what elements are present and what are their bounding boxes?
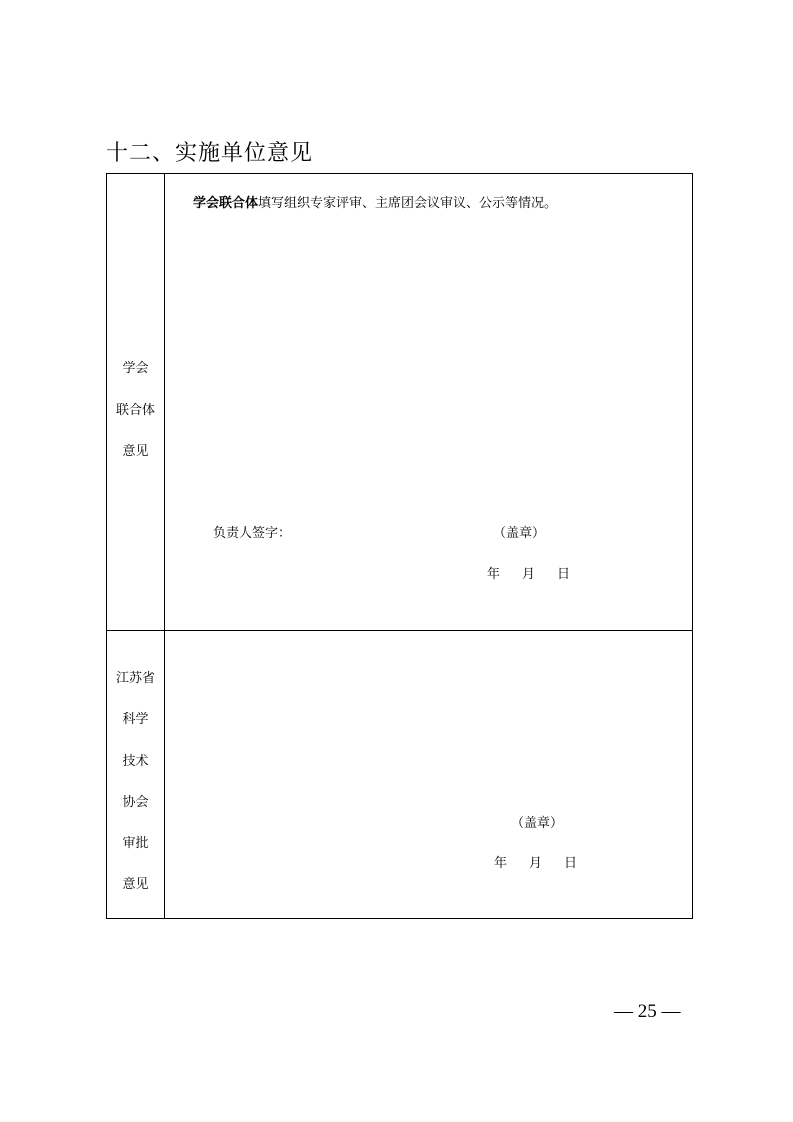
date-year: 年 bbox=[494, 856, 508, 871]
page-number: — 25 — bbox=[614, 1001, 681, 1022]
society-opinion-label-cell bbox=[107, 174, 165, 630]
date-month: 月 bbox=[522, 567, 536, 582]
row-label-line: 江苏省 bbox=[115, 671, 155, 686]
row-label-line: 联合体 bbox=[115, 403, 155, 418]
row-label-line: 审批 bbox=[122, 836, 149, 851]
provincial-approval-content-cell[interactable] bbox=[165, 631, 692, 919]
provincial-approval-row bbox=[107, 630, 692, 919]
row-label-line: 学会 bbox=[122, 361, 149, 376]
provincial-approval-label-cell bbox=[107, 631, 165, 919]
opinion-form-table bbox=[106, 173, 693, 919]
row-label-line: 技术 bbox=[122, 754, 149, 769]
row-label-line: 科学 bbox=[122, 712, 149, 727]
row-label-line: 意见 bbox=[122, 877, 149, 892]
instruction-text bbox=[193, 196, 557, 212]
date-year: 年 bbox=[487, 567, 501, 582]
signature-label: 负责人签字： bbox=[213, 526, 292, 541]
society-opinion-row bbox=[107, 174, 692, 630]
row-label-line: 协会 bbox=[122, 795, 149, 810]
date-day: 日 bbox=[564, 856, 578, 871]
instruction-rest: 填写组织专家评审、主席团会议审议、公示等情况。 bbox=[258, 196, 558, 211]
section-title: 十二、实施单位意见 bbox=[106, 141, 314, 166]
seal-text: （盖章） bbox=[493, 526, 546, 541]
instruction-bold: 学会联合体 bbox=[193, 196, 259, 211]
date-day: 日 bbox=[557, 567, 571, 582]
seal-text: （盖章） bbox=[511, 816, 564, 831]
row-label-line: 意见 bbox=[122, 444, 149, 459]
date-month: 月 bbox=[529, 856, 543, 871]
society-opinion-content-cell[interactable] bbox=[165, 174, 692, 630]
